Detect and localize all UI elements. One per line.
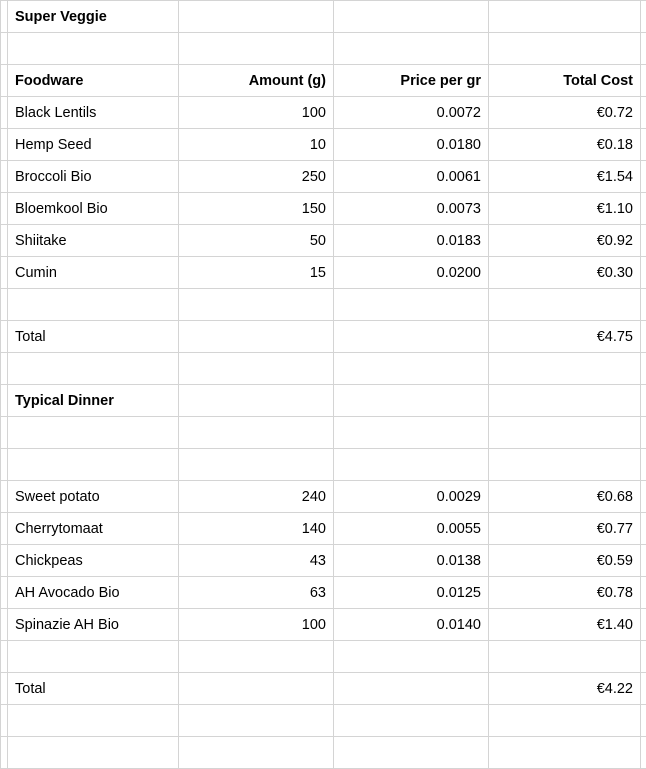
cell-r18c3[interactable]: 0.0125 <box>334 577 489 609</box>
cell-r22c3[interactable] <box>334 705 489 737</box>
cell-r4c4[interactable]: €0.18 <box>489 129 641 161</box>
cell-r5c1[interactable]: Broccoli Bio <box>8 161 179 193</box>
cell-r16c5[interactable] <box>641 513 646 545</box>
spreadsheet-row <box>1 385 646 417</box>
cell-r11c4[interactable] <box>489 353 641 385</box>
cell-r10c4[interactable]: €4.75 <box>489 321 641 353</box>
cell-r0c2[interactable] <box>179 1 334 33</box>
cell-r14c2[interactable] <box>179 449 334 481</box>
spreadsheet-row <box>1 257 646 289</box>
cell-r18c1[interactable]: AH Avocado Bio <box>8 577 179 609</box>
cell-r11c3[interactable] <box>334 353 489 385</box>
cell-r16c0[interactable] <box>1 513 8 545</box>
cell-r23c0[interactable] <box>1 737 8 769</box>
cell-r19c3[interactable]: 0.0140 <box>334 609 489 641</box>
cell-r5c2[interactable]: 250 <box>179 161 334 193</box>
cell-r12c0[interactable] <box>1 385 8 417</box>
cell-r19c0[interactable] <box>1 609 8 641</box>
spreadsheet-row <box>1 577 646 609</box>
cell-r1c0[interactable] <box>1 33 8 65</box>
cell-r15c1[interactable]: Sweet potato <box>8 481 179 513</box>
cell-r23c5[interactable] <box>641 737 646 769</box>
cell-r16c3[interactable]: 0.0055 <box>334 513 489 545</box>
cell-r4c3[interactable]: 0.0180 <box>334 129 489 161</box>
cell-r2c3[interactable]: Price per gr <box>334 65 489 97</box>
cell-r13c1[interactable] <box>8 417 179 449</box>
cell-r8c2[interactable]: 15 <box>179 257 334 289</box>
cell-r10c2[interactable] <box>179 321 334 353</box>
cell-r7c2[interactable]: 50 <box>179 225 334 257</box>
cell-r2c1[interactable]: Foodware <box>8 65 179 97</box>
cell-r23c2[interactable] <box>179 737 334 769</box>
cell-r10c5[interactable] <box>641 321 646 353</box>
cell-r12c3[interactable] <box>334 385 489 417</box>
cell-r5c4[interactable]: €1.54 <box>489 161 641 193</box>
cell-r3c1[interactable]: Black Lentils <box>8 97 179 129</box>
cell-r7c3[interactable]: 0.0183 <box>334 225 489 257</box>
cell-r20c5[interactable] <box>641 641 646 673</box>
cell-r22c0[interactable] <box>1 705 8 737</box>
cell-r18c2[interactable]: 63 <box>179 577 334 609</box>
cell-r21c5[interactable] <box>641 673 646 705</box>
cell-r0c5[interactable] <box>641 1 646 33</box>
cell-r0c1[interactable]: Super Veggie <box>8 1 179 33</box>
spreadsheet-row <box>1 705 646 737</box>
cell-r7c0[interactable] <box>1 225 8 257</box>
cell-r18c4[interactable]: €0.78 <box>489 577 641 609</box>
cell-r9c5[interactable] <box>641 289 646 321</box>
cell-r17c3[interactable]: 0.0138 <box>334 545 489 577</box>
cell-r6c5[interactable] <box>641 193 646 225</box>
cell-r20c0[interactable] <box>1 641 8 673</box>
cell-r20c2[interactable] <box>179 641 334 673</box>
cell-r20c1[interactable] <box>8 641 179 673</box>
cell-r1c4[interactable] <box>489 33 641 65</box>
spreadsheet-row <box>1 417 646 449</box>
spreadsheet-row <box>1 481 646 513</box>
cell-r14c5[interactable] <box>641 449 646 481</box>
cell-r23c3[interactable] <box>334 737 489 769</box>
cell-r2c0[interactable] <box>1 65 8 97</box>
spreadsheet-row <box>1 193 646 225</box>
cell-r1c3[interactable] <box>334 33 489 65</box>
cell-r20c3[interactable] <box>334 641 489 673</box>
spreadsheet-row <box>1 33 646 65</box>
cell-r8c5[interactable] <box>641 257 646 289</box>
spreadsheet-row <box>1 97 646 129</box>
cell-r1c1[interactable] <box>8 33 179 65</box>
cell-r19c4[interactable]: €1.40 <box>489 609 641 641</box>
cell-r3c2[interactable]: 100 <box>179 97 334 129</box>
cell-r4c1[interactable]: Hemp Seed <box>8 129 179 161</box>
cell-r7c4[interactable]: €0.92 <box>489 225 641 257</box>
cell-r16c2[interactable]: 140 <box>179 513 334 545</box>
cell-r5c5[interactable] <box>641 161 646 193</box>
spreadsheet-row <box>1 513 646 545</box>
cell-r14c0[interactable] <box>1 449 8 481</box>
cell-r21c0[interactable] <box>1 673 8 705</box>
cell-r12c4[interactable] <box>489 385 641 417</box>
cell-r15c4[interactable]: €0.68 <box>489 481 641 513</box>
cell-r21c3[interactable] <box>334 673 489 705</box>
cell-r11c5[interactable] <box>641 353 646 385</box>
cell-r1c5[interactable] <box>641 33 646 65</box>
cell-r1c2[interactable] <box>179 33 334 65</box>
spreadsheet-row <box>1 449 646 481</box>
cell-r7c1[interactable]: Shiitake <box>8 225 179 257</box>
spreadsheet-row <box>1 289 646 321</box>
cell-r3c3[interactable]: 0.0072 <box>334 97 489 129</box>
cell-r8c3[interactable]: 0.0200 <box>334 257 489 289</box>
cell-r17c4[interactable]: €0.59 <box>489 545 641 577</box>
cell-r9c4[interactable] <box>489 289 641 321</box>
cell-r19c5[interactable] <box>641 609 646 641</box>
cell-r16c4[interactable]: €0.77 <box>489 513 641 545</box>
spreadsheet-row <box>1 225 646 257</box>
cell-r5c0[interactable] <box>1 161 8 193</box>
cell-r9c2[interactable] <box>179 289 334 321</box>
cell-r19c2[interactable]: 100 <box>179 609 334 641</box>
spreadsheet-row <box>1 609 646 641</box>
spreadsheet-row <box>1 65 646 97</box>
cell-r13c4[interactable] <box>489 417 641 449</box>
cell-r15c5[interactable] <box>641 481 646 513</box>
cell-r7c5[interactable] <box>641 225 646 257</box>
spreadsheet-row <box>1 737 646 769</box>
cell-r6c2[interactable]: 150 <box>179 193 334 225</box>
spreadsheet-row <box>1 321 646 353</box>
cell-r22c2[interactable] <box>179 705 334 737</box>
cell-r9c0[interactable] <box>1 289 8 321</box>
cell-r8c0[interactable] <box>1 257 8 289</box>
cell-r13c2[interactable] <box>179 417 334 449</box>
cell-r9c3[interactable] <box>334 289 489 321</box>
cell-r10c3[interactable] <box>334 321 489 353</box>
cell-r0c3[interactable] <box>334 1 489 33</box>
cell-r23c4[interactable] <box>489 737 641 769</box>
cell-r15c3[interactable]: 0.0029 <box>334 481 489 513</box>
cell-r9c1[interactable] <box>8 289 179 321</box>
cell-r18c5[interactable] <box>641 577 646 609</box>
cell-r2c5[interactable] <box>641 65 646 97</box>
cell-r16c1[interactable]: Cherrytomaat <box>8 513 179 545</box>
cell-r11c0[interactable] <box>1 353 8 385</box>
cell-r21c1[interactable]: Total <box>8 673 179 705</box>
cell-r12c1[interactable]: Typical Dinner <box>8 385 179 417</box>
cell-r20c4[interactable] <box>489 641 641 673</box>
spreadsheet-row <box>1 129 646 161</box>
cell-r22c5[interactable] <box>641 705 646 737</box>
cell-r11c2[interactable] <box>179 353 334 385</box>
cell-r14c3[interactable] <box>334 449 489 481</box>
spreadsheet-row <box>1 161 646 193</box>
cell-r17c1[interactable]: Chickpeas <box>8 545 179 577</box>
cell-r14c1[interactable] <box>8 449 179 481</box>
cell-r2c4[interactable]: Total Cost <box>489 65 641 97</box>
spreadsheet-body <box>1 1 646 769</box>
cell-r6c4[interactable]: €1.10 <box>489 193 641 225</box>
cell-r2c2[interactable]: Amount (g) <box>179 65 334 97</box>
cell-r5c3[interactable]: 0.0061 <box>334 161 489 193</box>
cell-r12c2[interactable] <box>179 385 334 417</box>
cell-r12c5[interactable] <box>641 385 646 417</box>
cell-r0c0[interactable] <box>1 1 8 33</box>
cell-r0c4[interactable] <box>489 1 641 33</box>
cell-r8c4[interactable]: €0.30 <box>489 257 641 289</box>
cell-r10c0[interactable] <box>1 321 8 353</box>
cell-r17c2[interactable]: 43 <box>179 545 334 577</box>
cell-r15c0[interactable] <box>1 481 8 513</box>
cell-r6c0[interactable] <box>1 193 8 225</box>
cell-r3c5[interactable] <box>641 97 646 129</box>
cell-r10c1[interactable]: Total <box>8 321 179 353</box>
spreadsheet-row <box>1 545 646 577</box>
cell-r19c1[interactable]: Spinazie AH Bio <box>8 609 179 641</box>
spreadsheet-row <box>1 673 646 705</box>
cell-r13c3[interactable] <box>334 417 489 449</box>
cell-r21c4[interactable]: €4.22 <box>489 673 641 705</box>
cell-r4c2[interactable]: 10 <box>179 129 334 161</box>
cell-r18c0[interactable] <box>1 577 8 609</box>
cell-r22c4[interactable] <box>489 705 641 737</box>
cell-r15c2[interactable]: 240 <box>179 481 334 513</box>
cell-r4c5[interactable] <box>641 129 646 161</box>
cell-r4c0[interactable] <box>1 129 8 161</box>
cell-r14c4[interactable] <box>489 449 641 481</box>
cell-r21c2[interactable] <box>179 673 334 705</box>
spreadsheet-row <box>1 353 646 385</box>
cell-r8c1[interactable]: Cumin <box>8 257 179 289</box>
cell-r22c1[interactable] <box>8 705 179 737</box>
cell-r17c0[interactable] <box>1 545 8 577</box>
cell-r6c3[interactable]: 0.0073 <box>334 193 489 225</box>
cell-r23c1[interactable] <box>8 737 179 769</box>
cell-r3c4[interactable]: €0.72 <box>489 97 641 129</box>
spreadsheet-row <box>1 1 646 33</box>
cell-r11c1[interactable] <box>8 353 179 385</box>
cell-r3c0[interactable] <box>1 97 8 129</box>
cell-r13c5[interactable] <box>641 417 646 449</box>
cell-r13c0[interactable] <box>1 417 8 449</box>
cell-r17c5[interactable] <box>641 545 646 577</box>
spreadsheet-row <box>1 641 646 673</box>
cell-r6c1[interactable]: Bloemkool Bio <box>8 193 179 225</box>
